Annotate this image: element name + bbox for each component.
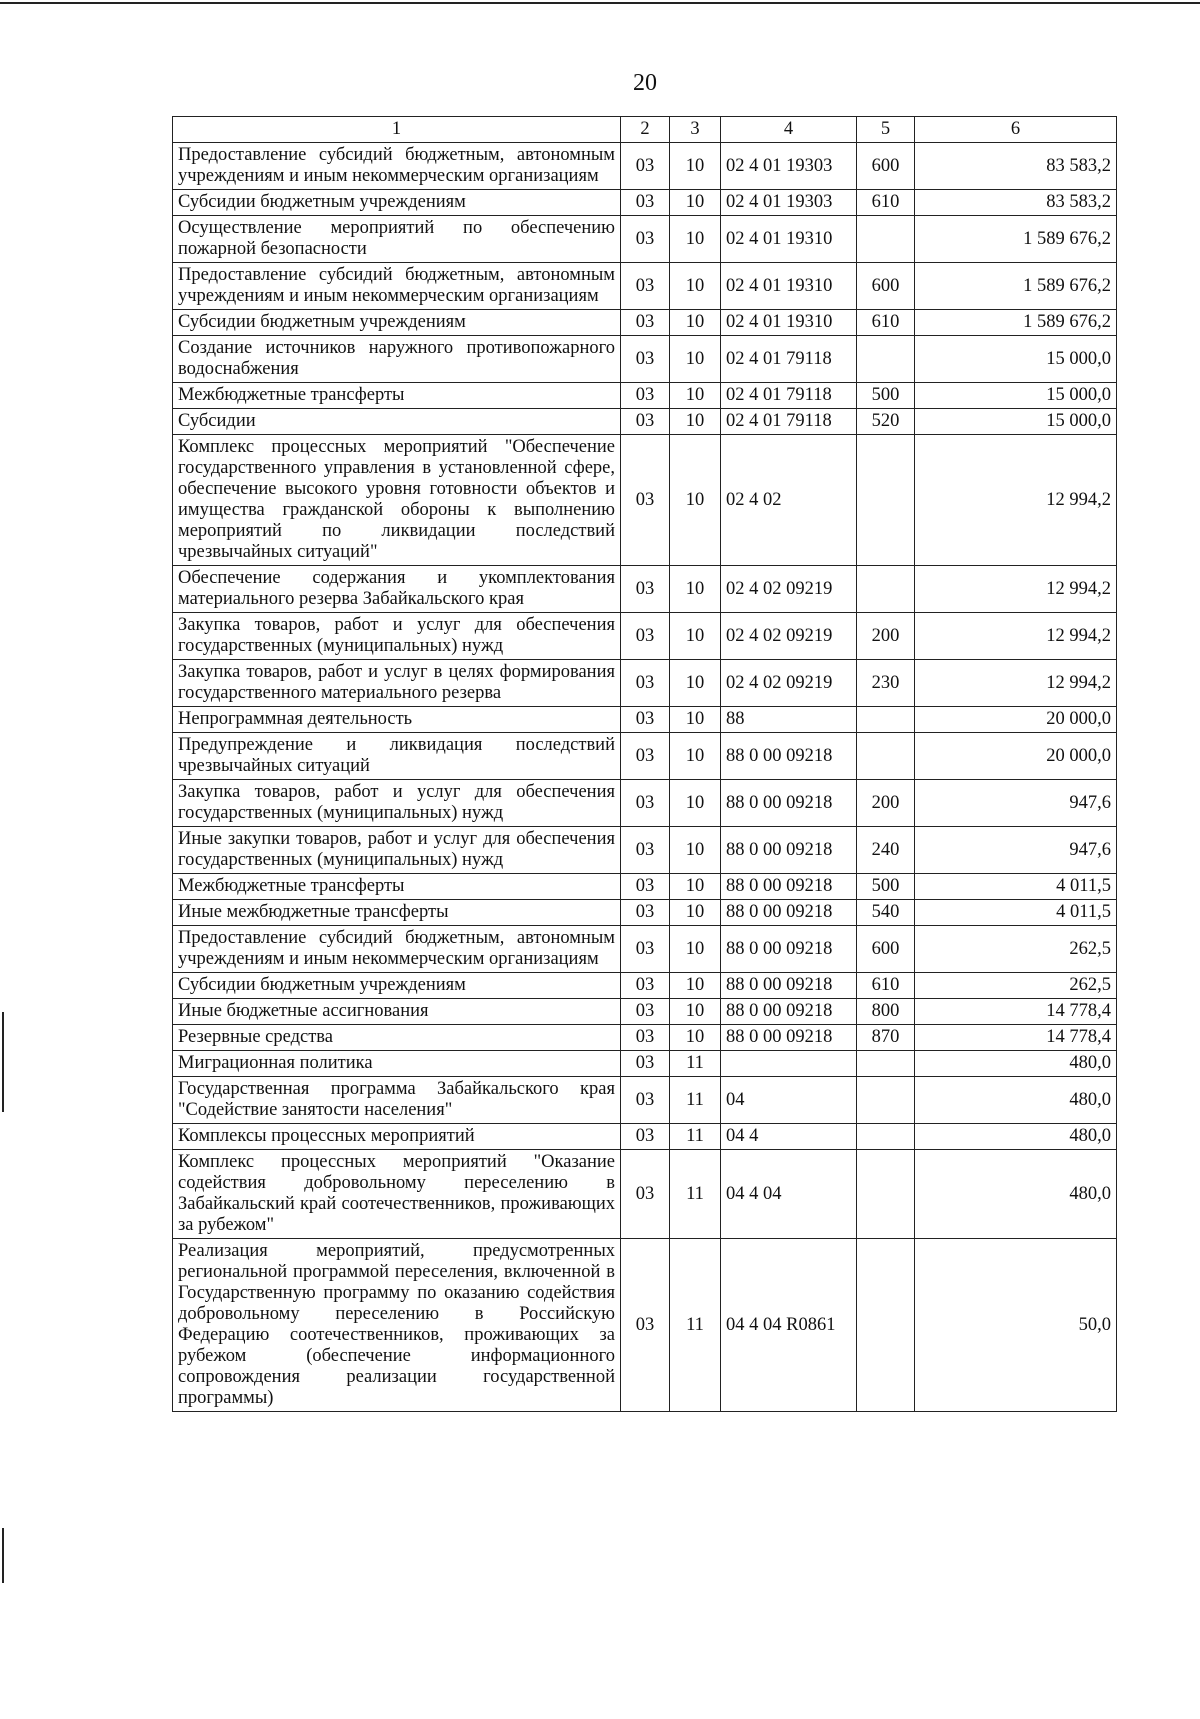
row-name: Межбюджетные трансферты <box>173 383 621 409</box>
table-row <box>173 874 1117 900</box>
table-row <box>173 1150 1117 1239</box>
section-code: 03 <box>621 190 670 216</box>
amount: 12 994,2 <box>915 660 1117 707</box>
table-row <box>173 1051 1117 1077</box>
target-article-code: 02 4 01 19310 <box>721 310 857 336</box>
section-code: 03 <box>621 1077 670 1124</box>
expense-type-code <box>857 1150 915 1239</box>
target-article-code: 04 4 04 R0861 <box>721 1239 857 1412</box>
column-header: 2 <box>621 117 670 143</box>
expense-type-code: 600 <box>857 926 915 973</box>
subsection-code: 10 <box>670 383 721 409</box>
subsection-code: 10 <box>670 190 721 216</box>
amount: 12 994,2 <box>915 435 1117 566</box>
target-article-code: 02 4 01 79118 <box>721 336 857 383</box>
amount: 15 000,0 <box>915 409 1117 435</box>
subsection-code: 10 <box>670 435 721 566</box>
expense-type-code <box>857 1051 915 1077</box>
expense-type-code <box>857 1077 915 1124</box>
row-name: Комплекс процессных мероприятий "Оказание содействия добровольному переселению в Забайкальский край соотечественников, проживающих за рубежом" <box>173 1150 621 1239</box>
table-row <box>173 310 1117 336</box>
scan-top-border <box>0 2 1200 4</box>
section-code: 03 <box>621 566 670 613</box>
amount: 14 778,4 <box>915 1025 1117 1051</box>
section-code: 03 <box>621 1025 670 1051</box>
row-name: Миграционная политика <box>173 1051 621 1077</box>
table-row <box>173 780 1117 827</box>
subsection-code: 10 <box>670 263 721 310</box>
expense-type-code <box>857 566 915 613</box>
section-code: 03 <box>621 874 670 900</box>
budget-table <box>172 116 1117 1412</box>
row-name: Субсидии бюджетным учреждениям <box>173 310 621 336</box>
row-name: Иные бюджетные ассигнования <box>173 999 621 1025</box>
section-code: 03 <box>621 336 670 383</box>
expense-type-code <box>857 1124 915 1150</box>
target-article-code: 88 0 00 09218 <box>721 733 857 780</box>
table-row <box>173 973 1117 999</box>
row-name: Резервные средства <box>173 1025 621 1051</box>
target-article-code: 88 0 00 09218 <box>721 900 857 926</box>
subsection-code: 10 <box>670 566 721 613</box>
row-name: Закупка товаров, работ и услуг для обеспечения государственных (муниципальных) нужд <box>173 780 621 827</box>
amount: 947,6 <box>915 827 1117 874</box>
amount: 480,0 <box>915 1077 1117 1124</box>
row-name: Обеспечение содержания и укомплектования материального резерва Забайкальского края <box>173 566 621 613</box>
table-row <box>173 613 1117 660</box>
row-name: Субсидии бюджетным учреждениям <box>173 190 621 216</box>
section-code: 03 <box>621 780 670 827</box>
section-code: 03 <box>621 999 670 1025</box>
table-row <box>173 999 1117 1025</box>
subsection-code: 11 <box>670 1124 721 1150</box>
target-article-code: 02 4 01 19303 <box>721 190 857 216</box>
target-article-code: 88 0 00 09218 <box>721 874 857 900</box>
target-article-code: 88 0 00 09218 <box>721 973 857 999</box>
row-name: Субсидии <box>173 409 621 435</box>
subsection-code: 10 <box>670 999 721 1025</box>
expense-type-code: 200 <box>857 780 915 827</box>
column-header: 3 <box>670 117 721 143</box>
expense-type-code: 600 <box>857 263 915 310</box>
amount: 947,6 <box>915 780 1117 827</box>
subsection-code: 10 <box>670 310 721 336</box>
subsection-code: 11 <box>670 1077 721 1124</box>
expense-type-code: 240 <box>857 827 915 874</box>
subsection-code: 10 <box>670 827 721 874</box>
table-row <box>173 566 1117 613</box>
table-row <box>173 435 1117 566</box>
target-article-code: 02 4 02 09219 <box>721 566 857 613</box>
amount: 1 589 676,2 <box>915 310 1117 336</box>
table-row <box>173 263 1117 310</box>
subsection-code: 11 <box>670 1239 721 1412</box>
table-row <box>173 336 1117 383</box>
target-article-code: 88 0 00 09218 <box>721 780 857 827</box>
row-name: Иные закупки товаров, работ и услуг для обеспечения государственных (муниципальных) нужд <box>173 827 621 874</box>
target-article-code: 04 4 <box>721 1124 857 1150</box>
subsection-code: 10 <box>670 733 721 780</box>
row-name: Предоставление субсидий бюджетным, автономным учреждениям и иным некоммерческим организациям <box>173 926 621 973</box>
table-row <box>173 900 1117 926</box>
section-code: 03 <box>621 733 670 780</box>
table-row <box>173 827 1117 874</box>
section-code: 03 <box>621 1239 670 1412</box>
amount: 480,0 <box>915 1124 1117 1150</box>
section-code: 03 <box>621 1051 670 1077</box>
amount: 15 000,0 <box>915 336 1117 383</box>
expense-type-code <box>857 435 915 566</box>
table-header-row <box>173 117 1117 143</box>
amount: 83 583,2 <box>915 143 1117 190</box>
row-name: Предоставление субсидий бюджетным, автономным учреждениям и иным некоммерческим организациям <box>173 143 621 190</box>
expense-type-code: 500 <box>857 874 915 900</box>
section-code: 03 <box>621 900 670 926</box>
subsection-code: 10 <box>670 874 721 900</box>
subsection-code: 10 <box>670 613 721 660</box>
expense-type-code: 610 <box>857 310 915 336</box>
subsection-code: 11 <box>670 1150 721 1239</box>
target-article-code: 02 4 02 <box>721 435 857 566</box>
expense-type-code: 230 <box>857 660 915 707</box>
row-name: Осуществление мероприятий по обеспечению пожарной безопасности <box>173 216 621 263</box>
row-name: Межбюджетные трансферты <box>173 874 621 900</box>
target-article-code: 02 4 02 09219 <box>721 660 857 707</box>
section-code: 03 <box>621 827 670 874</box>
amount: 480,0 <box>915 1150 1117 1239</box>
row-name: Комплекс процессных мероприятий "Обеспечение государственного управления в установленной сфере, обеспечение высокого уровня готовности объектов и имущества гражданской обороны к выполнению мероприятий по ликвидации последствий чрезвычайных ситуаций" <box>173 435 621 566</box>
expense-type-code <box>857 336 915 383</box>
amount: 83 583,2 <box>915 190 1117 216</box>
target-article-code: 04 <box>721 1077 857 1124</box>
expense-type-code: 870 <box>857 1025 915 1051</box>
row-name: Иные межбюджетные трансферты <box>173 900 621 926</box>
table-row <box>173 926 1117 973</box>
column-header: 5 <box>857 117 915 143</box>
table-row <box>173 660 1117 707</box>
section-code: 03 <box>621 383 670 409</box>
section-code: 03 <box>621 613 670 660</box>
section-code: 03 <box>621 1150 670 1239</box>
table-row <box>173 1239 1117 1412</box>
expense-type-code: 610 <box>857 973 915 999</box>
target-article-code: 02 4 02 09219 <box>721 613 857 660</box>
amount: 15 000,0 <box>915 383 1117 409</box>
scan-left-edge-mark <box>2 1012 4 1112</box>
section-code: 03 <box>621 660 670 707</box>
row-name: Непрограммная деятельность <box>173 707 621 733</box>
row-name: Создание источников наружного противопожарного водоснабжения <box>173 336 621 383</box>
row-name: Комплексы процессных мероприятий <box>173 1124 621 1150</box>
subsection-code: 10 <box>670 143 721 190</box>
table-row <box>173 1077 1117 1124</box>
expense-type-code: 600 <box>857 143 915 190</box>
subsection-code: 10 <box>670 780 721 827</box>
subsection-code: 10 <box>670 660 721 707</box>
amount: 1 589 676,2 <box>915 216 1117 263</box>
subsection-code: 11 <box>670 1051 721 1077</box>
amount: 20 000,0 <box>915 707 1117 733</box>
amount: 12 994,2 <box>915 566 1117 613</box>
target-article-code: 88 0 00 09218 <box>721 827 857 874</box>
amount: 50,0 <box>915 1239 1117 1412</box>
expense-type-code <box>857 707 915 733</box>
section-code: 03 <box>621 409 670 435</box>
section-code: 03 <box>621 973 670 999</box>
expense-type-code: 500 <box>857 383 915 409</box>
amount: 20 000,0 <box>915 733 1117 780</box>
subsection-code: 10 <box>670 336 721 383</box>
target-article-code: 02 4 01 79118 <box>721 383 857 409</box>
subsection-code: 10 <box>670 926 721 973</box>
expense-type-code: 540 <box>857 900 915 926</box>
target-article-code <box>721 1051 857 1077</box>
column-header: 6 <box>915 117 1117 143</box>
section-code: 03 <box>621 707 670 733</box>
amount: 262,5 <box>915 926 1117 973</box>
expense-type-code <box>857 1239 915 1412</box>
subsection-code: 10 <box>670 1025 721 1051</box>
target-article-code: 02 4 01 19303 <box>721 143 857 190</box>
row-name: Закупка товаров, работ и услуг для обеспечения государственных (муниципальных) нужд <box>173 613 621 660</box>
target-article-code: 04 4 04 <box>721 1150 857 1239</box>
amount: 4 011,5 <box>915 874 1117 900</box>
table-row <box>173 190 1117 216</box>
table-row <box>173 409 1117 435</box>
section-code: 03 <box>621 1124 670 1150</box>
table-row <box>173 1025 1117 1051</box>
table-row <box>173 383 1117 409</box>
amount: 4 011,5 <box>915 900 1117 926</box>
target-article-code: 02 4 01 19310 <box>721 216 857 263</box>
section-code: 03 <box>621 143 670 190</box>
subsection-code: 10 <box>670 216 721 263</box>
scan-left-edge-mark <box>2 1528 4 1583</box>
target-article-code: 88 0 00 09218 <box>721 1025 857 1051</box>
page-number: 20 <box>633 70 657 96</box>
row-name: Предоставление субсидий бюджетным, автономным учреждениям и иным некоммерческим организациям <box>173 263 621 310</box>
expense-type-code: 610 <box>857 190 915 216</box>
amount: 262,5 <box>915 973 1117 999</box>
row-name: Предупреждение и ликвидация последствий чрезвычайных ситуаций <box>173 733 621 780</box>
section-code: 03 <box>621 310 670 336</box>
target-article-code: 88 0 00 09218 <box>721 999 857 1025</box>
subsection-code: 10 <box>670 900 721 926</box>
table-row <box>173 1124 1117 1150</box>
amount: 1 589 676,2 <box>915 263 1117 310</box>
row-name: Реализация мероприятий, предусмотренных региональной программой переселения, включенной в Государственную программу по оказанию содействия добровольному переселению в Российскую Федерацию соотечественников, проживающих за рубежом (обеспечение информационного сопровождения реализации государственной программы) <box>173 1239 621 1412</box>
table-row <box>173 707 1117 733</box>
row-name: Государственная программа Забайкальского края "Содействие занятости населения" <box>173 1077 621 1124</box>
expense-type-code: 520 <box>857 409 915 435</box>
row-name: Субсидии бюджетным учреждениям <box>173 973 621 999</box>
section-code: 03 <box>621 216 670 263</box>
target-article-code: 88 0 00 09218 <box>721 926 857 973</box>
row-name: Закупка товаров, работ и услуг в целях формирования государственного материального резерва <box>173 660 621 707</box>
table-row <box>173 143 1117 190</box>
target-article-code: 02 4 01 19310 <box>721 263 857 310</box>
subsection-code: 10 <box>670 973 721 999</box>
section-code: 03 <box>621 263 670 310</box>
target-article-code: 02 4 01 79118 <box>721 409 857 435</box>
table-row <box>173 216 1117 263</box>
subsection-code: 10 <box>670 707 721 733</box>
amount: 14 778,4 <box>915 999 1117 1025</box>
expense-type-code: 800 <box>857 999 915 1025</box>
expense-type-code: 200 <box>857 613 915 660</box>
target-article-code: 88 <box>721 707 857 733</box>
subsection-code: 10 <box>670 409 721 435</box>
amount: 480,0 <box>915 1051 1117 1077</box>
section-code: 03 <box>621 435 670 566</box>
column-header: 4 <box>721 117 857 143</box>
expense-type-code <box>857 733 915 780</box>
expense-type-code <box>857 216 915 263</box>
column-header: 1 <box>173 117 621 143</box>
section-code: 03 <box>621 926 670 973</box>
amount: 12 994,2 <box>915 613 1117 660</box>
table-row <box>173 733 1117 780</box>
